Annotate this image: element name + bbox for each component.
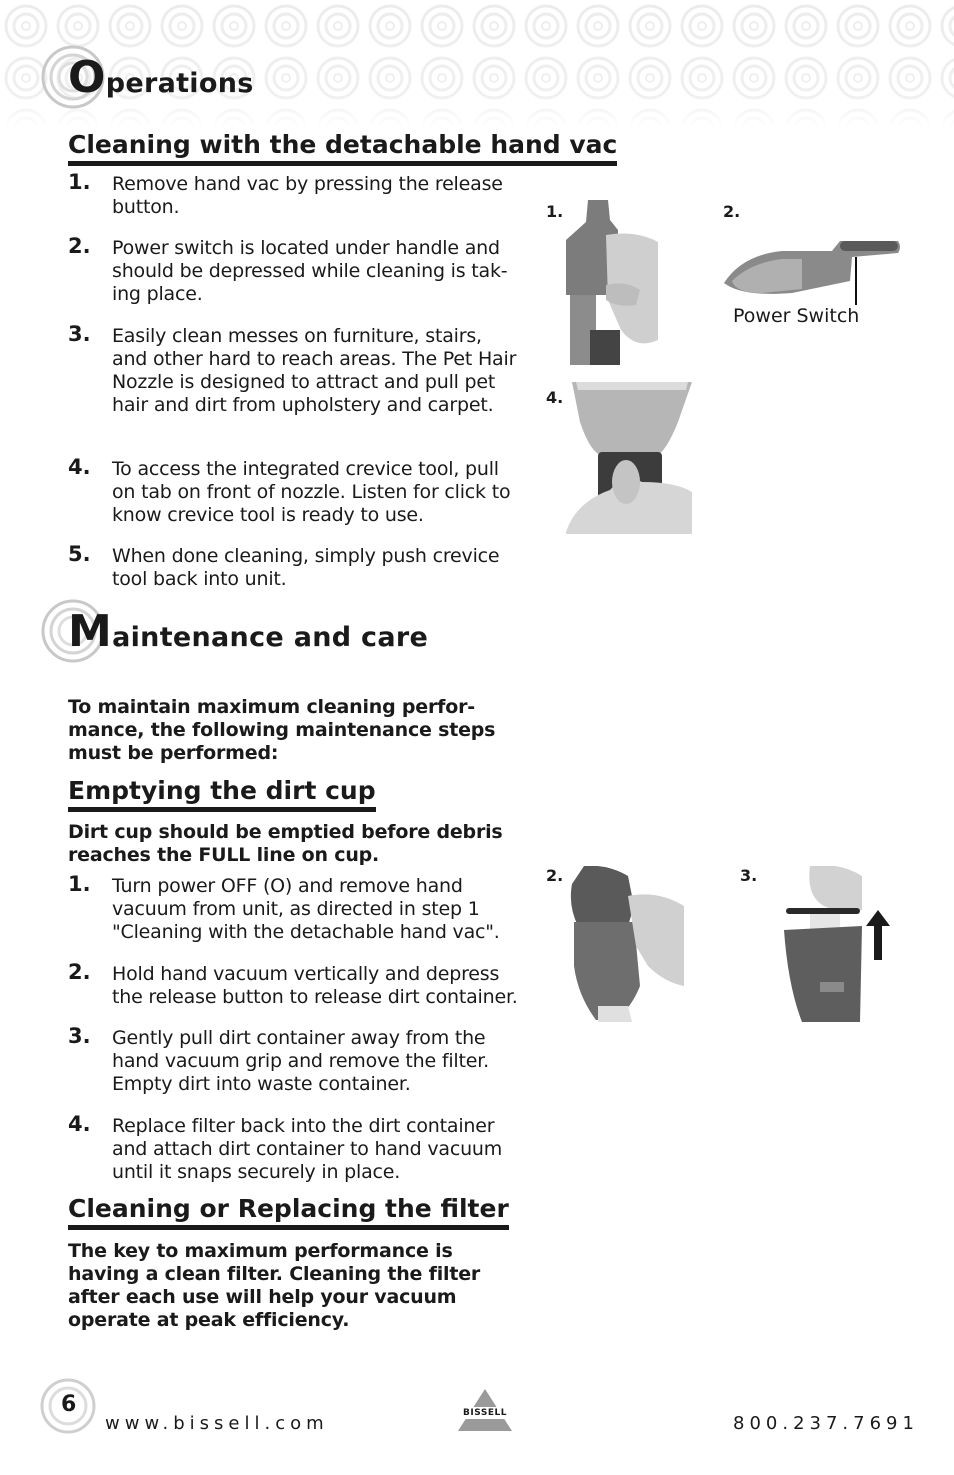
title-rest: aintenance and care xyxy=(112,622,429,653)
step-number: 4. xyxy=(68,455,91,479)
maintenance-title xyxy=(68,606,428,657)
photo-release-button xyxy=(566,200,658,369)
arrow-up-icon xyxy=(866,910,890,964)
power-switch-caption: Power Switch xyxy=(733,305,860,327)
step-number: 4. xyxy=(68,1112,91,1136)
website-url: www.bissell.com xyxy=(105,1413,329,1434)
step-text: Remove hand vac by pressing the release button. xyxy=(112,173,503,218)
step-number: 2. xyxy=(68,960,91,984)
step-text: To access the integrated crevice tool, pull on tab on front of nozzle. Listen for click to know crevice tool is ready to use. xyxy=(112,458,511,526)
operations-title xyxy=(68,52,254,103)
hand-vac-heading: Cleaning with the detachable hand vac xyxy=(68,130,617,166)
figure-label: 2. xyxy=(723,202,741,221)
title-initial: O xyxy=(68,52,106,103)
brand-wordmark: BISSELL xyxy=(463,1408,507,1418)
list-item xyxy=(68,455,518,527)
list-item xyxy=(68,872,518,944)
photo-remove-filter xyxy=(780,866,864,1026)
list-item xyxy=(68,960,518,1009)
step-text: Easily clean messes on furniture, stairs, and other hard to reach areas. The Pet Hair Nozzle is designed to attract and pull pet hair and dirt from upholstery and carpet. xyxy=(112,325,517,416)
maintenance-intro: To maintain maximum cleaning perfor-mance, the following maintenance steps must be performed: xyxy=(68,696,496,764)
step-number: 5. xyxy=(68,542,91,566)
phone-number: 800.237.7691 xyxy=(733,1413,919,1434)
step-number: 2. xyxy=(68,234,91,258)
step-number: 1. xyxy=(68,872,91,896)
dirt-cup-heading: Emptying the dirt cup xyxy=(68,776,376,812)
dirt-cup-note: Dirt cup should be emptied before debris reaches the FULL line on cup. xyxy=(68,821,503,866)
title-rest: perations xyxy=(105,68,254,99)
list-item xyxy=(68,322,518,417)
step-text: When done cleaning, simply push crevice tool back into unit. xyxy=(112,545,500,590)
step-text: Turn power OFF (O) and remove hand vacuum from unit, as directed in step 1 "Cleaning with the detachable hand vac". xyxy=(112,875,500,943)
step-text: Gently pull dirt container away from the hand vacuum grip and remove the filter. Empty dirt into waste container. xyxy=(112,1027,489,1095)
photo-hand-vac xyxy=(722,235,902,309)
title-initial: M xyxy=(68,606,113,657)
figure-label: 2. xyxy=(546,866,564,885)
filter-heading: Cleaning or Replacing the filter xyxy=(68,1194,509,1230)
figure-label: 3. xyxy=(740,866,758,885)
step-text: Replace filter back into the dirt container and attach dirt container to hand vacuum until it snaps securely in place. xyxy=(112,1115,503,1183)
step-text: Hold hand vacuum vertically and depress the release button to release dirt container. xyxy=(112,963,518,1008)
step-text: Power switch is located under handle and should be depressed while cleaning is tak-ing place. xyxy=(112,237,508,305)
step-number: 3. xyxy=(68,322,91,346)
list-item xyxy=(68,542,518,591)
photo-crevice-tool xyxy=(566,382,692,538)
list-item xyxy=(68,234,518,306)
list-item xyxy=(68,1024,518,1096)
step-number: 1. xyxy=(68,170,91,194)
figure-label: 4. xyxy=(546,388,564,407)
step-number: 3. xyxy=(68,1024,91,1048)
list-item xyxy=(68,170,518,219)
list-item xyxy=(68,1112,518,1184)
photo-release-dirt-container xyxy=(568,866,684,1026)
page-number: 6 xyxy=(61,1392,77,1417)
figure-label: 1. xyxy=(546,202,564,221)
filter-note: The key to maximum performance is having a clean filter. Cleaning the filter after each use will help your vacuum operate at peak efficiency. xyxy=(68,1240,481,1331)
